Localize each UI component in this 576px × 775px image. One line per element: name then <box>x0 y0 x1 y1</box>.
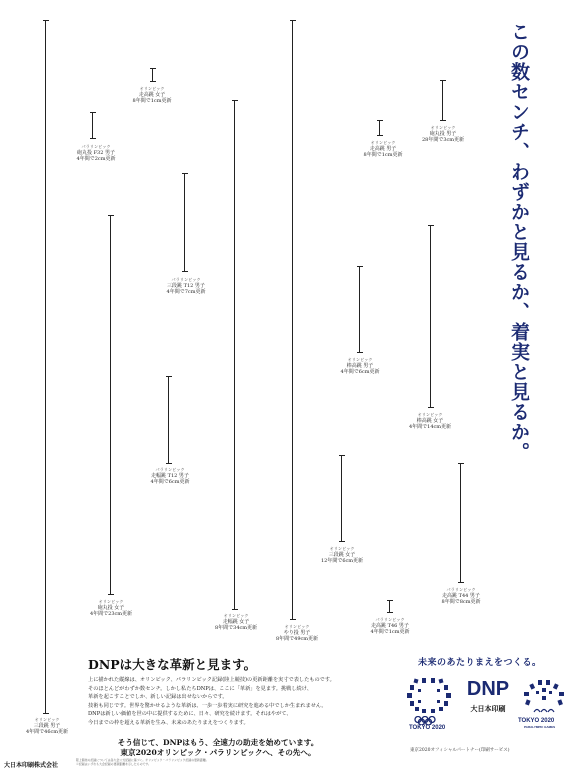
record-event: 砲丸投 F32 男子 <box>76 150 115 157</box>
record-change: 4年間で2cm更新 <box>76 156 116 163</box>
tokyo2020-olympic-emblem <box>404 678 456 730</box>
record-change: 4年間で1cm更新 <box>370 629 410 636</box>
record-bar <box>184 173 185 272</box>
record-bar <box>442 80 443 121</box>
record-label <box>151 467 190 486</box>
dnp-wordmark: DNP <box>466 678 510 700</box>
body-line: 技術も同じです。世界を驚かせるような革新は、一歩一歩着実に研究を進める中でしか生まれません。 <box>88 702 327 709</box>
record-category: オリンピック <box>417 412 443 417</box>
record-bar <box>292 20 293 620</box>
body-line: そのほとんどがわずか数センチ。しかし私たちDNPは、ここに「革新」を見ます。挑戦し続け、 <box>88 685 312 692</box>
olympic-rings-icon <box>412 716 448 725</box>
closing-line: 東京2020オリンピック・パラリンピックへ、その先へ。 <box>120 748 316 757</box>
paralympic-emblem-label: TOKYO 2020 <box>518 718 555 724</box>
record-category: オリンピック <box>284 624 310 629</box>
record-category: オリンピック <box>34 717 60 722</box>
record-label <box>371 617 410 636</box>
record-bar <box>389 600 390 613</box>
body-heading: DNPは大きな革新と見ます。 <box>88 657 257 672</box>
record-event: 棒高跳 女子 <box>416 418 444 425</box>
dnp-logo <box>465 678 511 728</box>
record-category: オリンピック <box>223 613 249 618</box>
record-category: オリンピック <box>370 140 396 145</box>
record-bar <box>45 20 46 714</box>
record-event: 三段跳 男子 <box>33 723 61 730</box>
body-line: 革新を起こすことでしか、新しい記録は出せないからです。 <box>88 694 228 701</box>
record-bar <box>110 215 111 595</box>
record-bar <box>92 112 93 139</box>
record-label <box>341 357 380 376</box>
tokyo2020-paralympic-emblem <box>518 678 570 730</box>
record-change: 28年間で3cm更新 <box>421 137 465 144</box>
record-category: パラリンピック <box>81 144 111 149</box>
record-event: 走高跳 女子 <box>138 92 166 99</box>
record-bar <box>430 225 431 408</box>
record-change: 8年間で8cm更新 <box>441 599 481 606</box>
record-bar <box>168 376 169 464</box>
record-label <box>90 599 132 618</box>
record-event: 棒高跳 男子 <box>346 363 374 370</box>
partner-note: 東京2020オフィシャルパートナー(印刷サービス) <box>410 748 510 753</box>
company-name: 大日本印刷株式会社 <box>4 762 59 769</box>
emblem-ring-icon <box>404 678 456 714</box>
record-label <box>167 277 206 296</box>
record-change: 4年間で14cm更新 <box>408 424 452 431</box>
record-change: 8年間で34cm更新 <box>214 625 258 632</box>
paralympic-emblem-icon <box>518 678 570 716</box>
record-change: 4年間で46cm更新 <box>25 729 69 736</box>
record-label <box>422 125 464 144</box>
record-category: オリンピック <box>329 546 355 551</box>
record-label <box>77 144 116 163</box>
record-change: 4年間で23cm更新 <box>89 611 133 618</box>
body-line: DNPは新しい価値を世の中に提供するために、日々、研究を続けます。それはやがて、 <box>88 711 292 718</box>
record-label <box>133 86 172 105</box>
body-line: 今日までの枠を超える革新を生み、未来のあたりまえをつくります。 <box>88 719 249 726</box>
closing-copy <box>84 738 352 758</box>
record-category: パラリンピック <box>171 277 201 282</box>
record-category: オリンピック <box>347 357 373 362</box>
body-text <box>88 676 353 728</box>
record-change: 12年間で6cm更新 <box>320 558 364 565</box>
record-label <box>276 624 318 643</box>
record-event: 走幅跳 T12 男子 <box>151 473 189 480</box>
record-label <box>364 140 403 159</box>
record-bar <box>460 463 461 583</box>
record-label <box>215 613 257 632</box>
record-change: 4年間で6cm更新 <box>150 479 190 486</box>
record-event: 走高跳 T46 男子 <box>371 623 409 630</box>
record-category: パラリンピック <box>446 587 476 592</box>
footnote-line: 陸上競技の記録については各大会公式記録に基づく。オリンピック・パラリンピック記録の更新距離。 <box>76 758 209 762</box>
record-label <box>26 717 68 736</box>
record-bar <box>234 100 235 610</box>
record-event: 砲丸投 女子 <box>97 605 125 612</box>
record-event: 三段跳 T12 男子 <box>167 283 205 290</box>
record-label <box>321 546 363 565</box>
record-change: 8年間で49cm更新 <box>275 636 319 643</box>
footnote <box>76 758 572 767</box>
record-change: 4年間で7cm更新 <box>166 289 206 296</box>
record-label <box>409 412 451 431</box>
record-bar <box>152 68 153 82</box>
record-event: やり投 男子 <box>283 630 311 637</box>
record-change: 8年間で1cm更新 <box>132 98 172 105</box>
record-event: 砲丸投 男子 <box>429 131 457 138</box>
olympic-emblem-label: TOKYO 2020 <box>409 725 446 731</box>
record-bar <box>379 120 380 136</box>
body-line: 上に描かれた縦線は、オリンピック、パラリンピック記録(陸上競技)の更新距離を実寸で表したものです。 <box>88 677 335 683</box>
record-category: オリンピック <box>98 599 124 604</box>
record-event: 走高跳 男子 <box>369 146 397 153</box>
closing-line: そう信じて、DNPはもう、全速力の助走を始めています。 <box>117 738 319 747</box>
record-change: 8年間で1cm更新 <box>363 152 403 159</box>
footnote-line: ※記録はいずれも大会記録の更新距離を示したものです。 <box>76 762 151 767</box>
record-event: 走高跳 T44 男子 <box>442 593 480 600</box>
record-category: パラリンピック <box>375 617 405 622</box>
record-change: 4年間で6cm更新 <box>340 369 380 376</box>
tagline: 未来のあたりまえをつくる。 <box>418 658 542 668</box>
record-category: パラリンピック <box>155 467 185 472</box>
dnp-company-name: 大日本印刷 <box>470 704 506 713</box>
record-bar <box>341 455 342 542</box>
record-category: オリンピック <box>139 86 165 91</box>
headline: この数センチ、わずかと見るか、着実と見るか。 <box>508 22 530 462</box>
record-event: 三段跳 女子 <box>328 552 356 559</box>
record-event: 走幅跳 女子 <box>222 619 250 626</box>
paralympic-emblem-sub: PARALYMPIC GAMES <box>524 725 556 729</box>
record-bar <box>359 266 360 353</box>
record-category: オリンピック <box>430 125 456 130</box>
record-label <box>442 587 481 606</box>
